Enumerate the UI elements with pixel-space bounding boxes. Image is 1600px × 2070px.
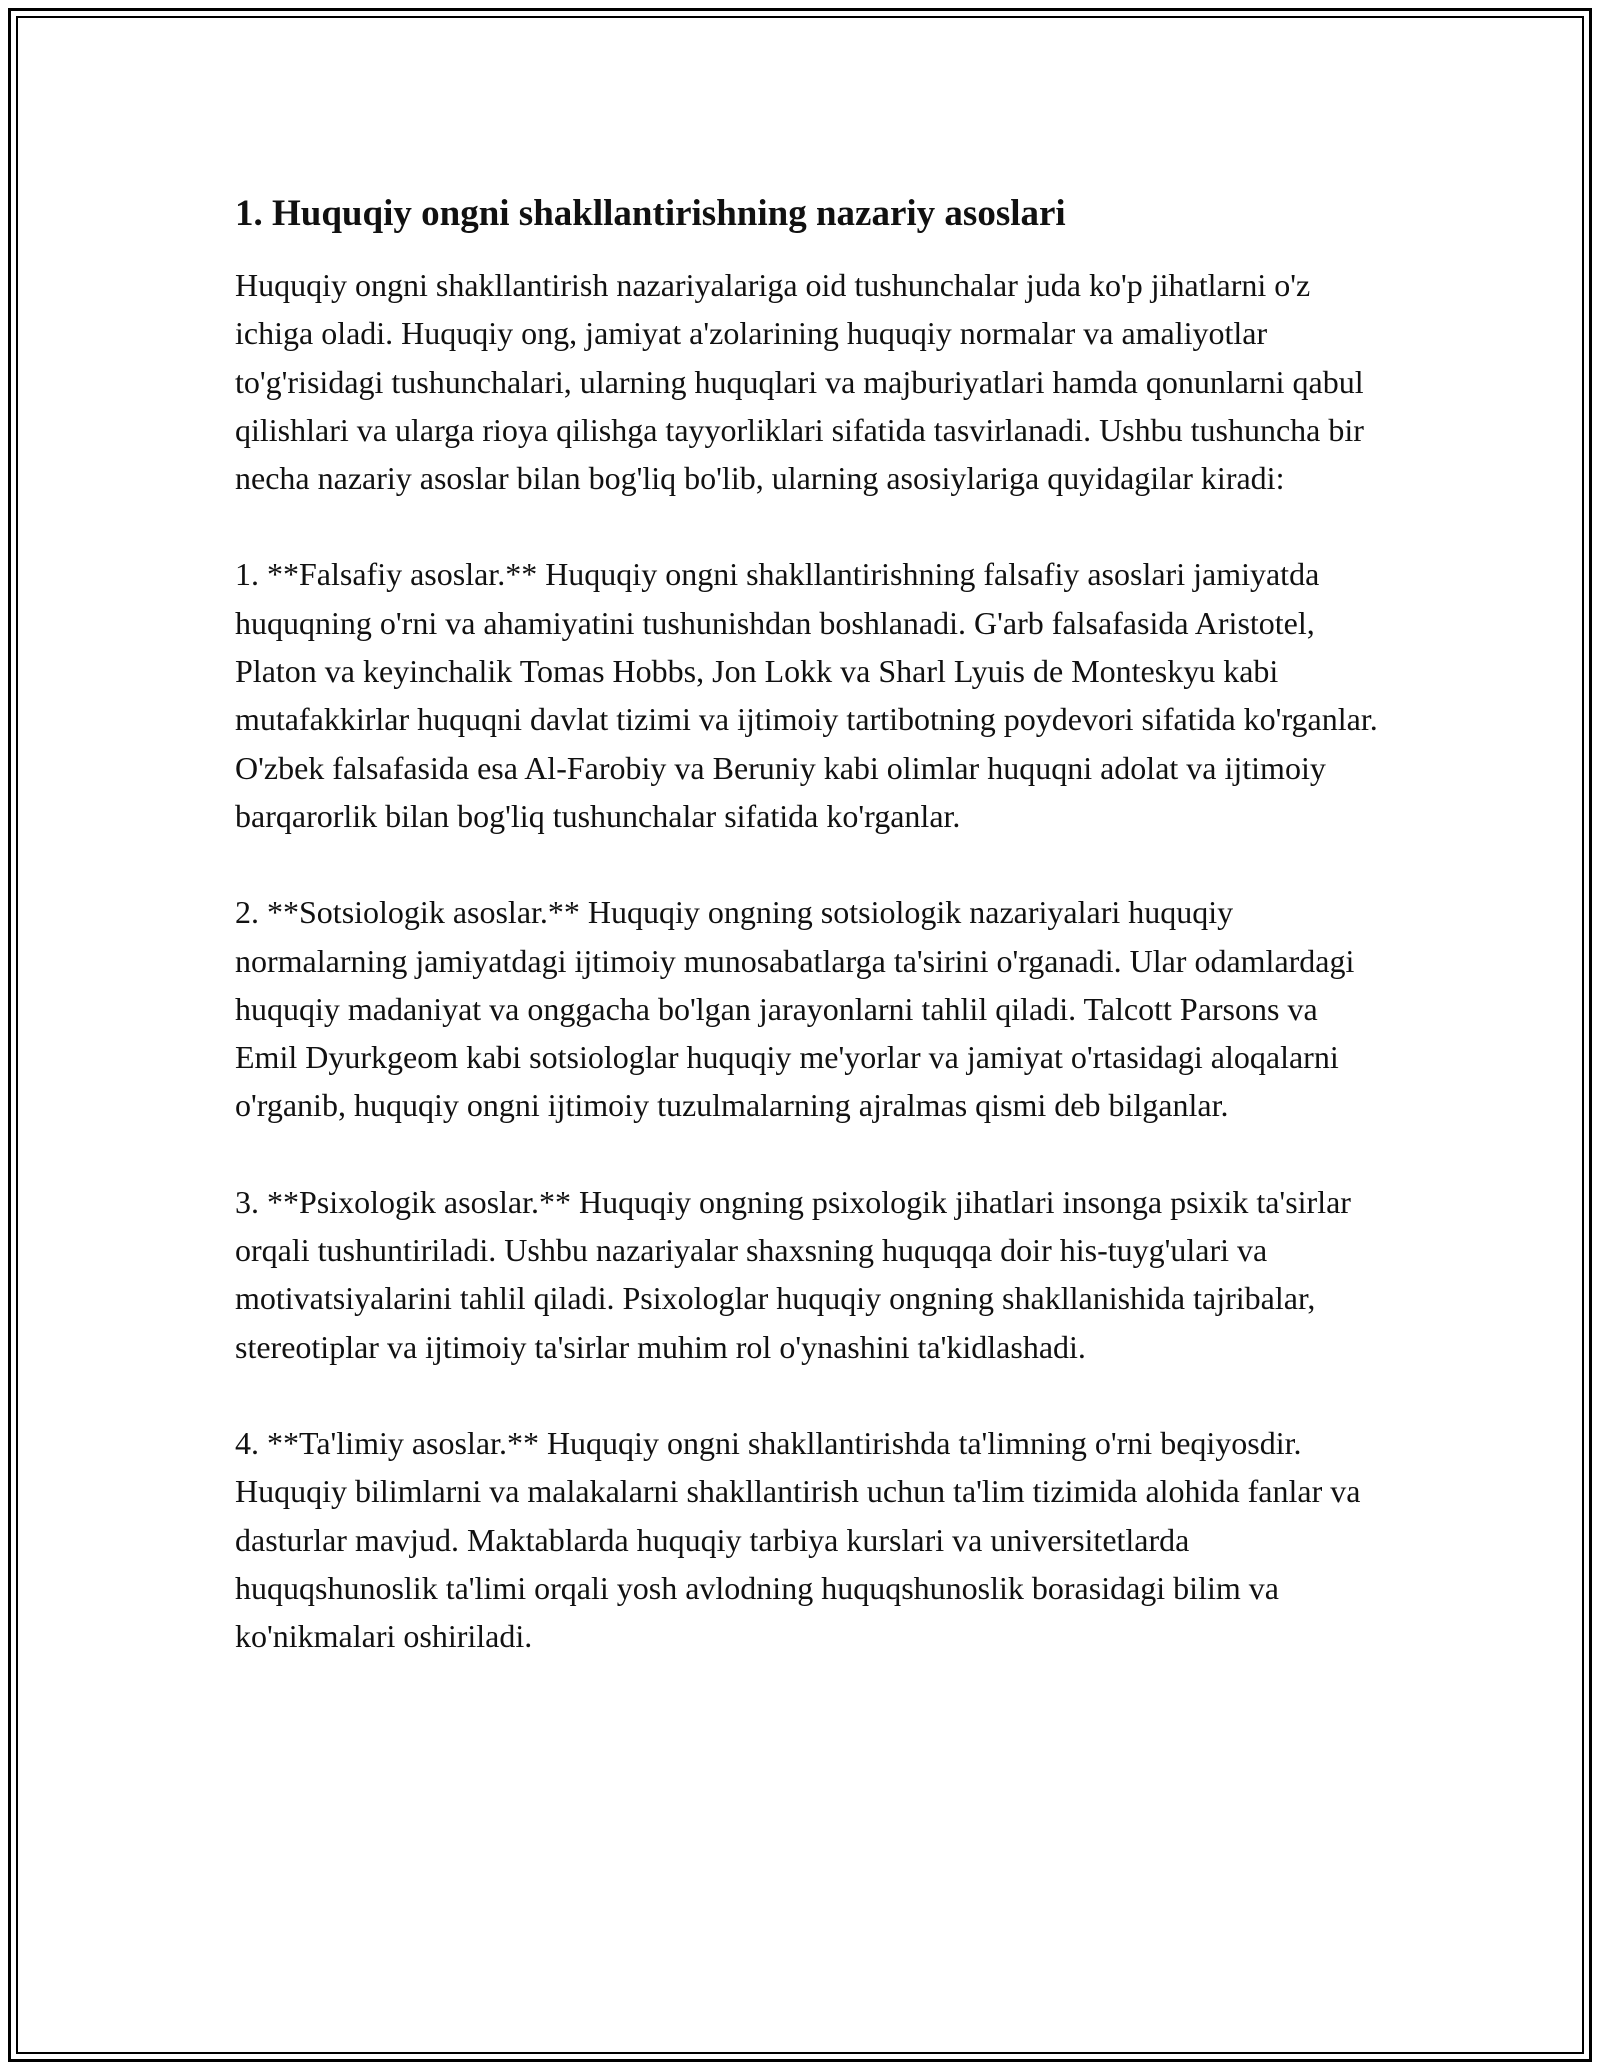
paragraph-educational-foundations: 4. **Ta'limiy asoslar.** Huquqiy ongni shakllantirishda ta'limning o'rni beqiyosdir. Huquqiy bilimlarni va malakalarni shakllantirish uchun ta'lim tizimida alohida fanlar va dasturlar mavjud. Maktablarda huquqiy tarbiya kurslari va universitetlarda huquqshunoslik ta'limi orqali yosh avlodning huquqshunoslik borasidagi bilim va ko'nikmalari oshiriladi. [235, 1424, 1361, 1655]
paragraph-psychological-foundations: 3. **Psixologik asoslar.** Huquqiy ongning psixologik jihatlari insonga psixik ta'sirlar orqali tushuntiriladi. Ushbu nazariyalar shaxsning huquqqa doir his-tuyg'ulari va motivatsiyalarini tahlil qiladi. Psixologlar huquqiy ongning shakllanishida tajribalar, stereotiplar va ijtimoiy ta'sirlar muhim rol o'ynashini ta'kidlashadi. [235, 1183, 1351, 1365]
intro-paragraph: Huquqiy ongni shakllantirish nazariyalariga oid tushunchalar juda ko'p jihatlarni o'z ichiga oladi. Huquqiy ong, jamiyat a'zolarining huquqiy normalar va amaliyotlar to'g'risidagi tushunchalari, ularning huquqlari va majburiyatlari hamda qonunlarni qabul qilishlari va ularga rioya qilishga tayyorliklari sifatida tasvirlanadi. Ushbu tushuncha bir necha nazariy asoslar bilan bog'liq bo'lib, ularning asosiylariga quyidagilar kiradi: [235, 267, 1364, 497]
paragraph-sociological-foundations: 2. **Sotsiologik asoslar.** Huquqiy ongning sotsiologik nazariyalari huquqiy normalarning jamiyatdagi ijtimoiy munosabatlarga ta'sirini o'rganadi. Ular odamlardagi huquqiy madaniyat va onggacha bo'lgan jarayonlarni tahlil qiladi. Talcott Parsons va Emil Dyurkgeom kabi sotsiologlar huquqiy me'yorlar va jamiyat o'rtasidagi aloqalarni o'rganib, huquqiy ongni ijtimoiy tuzulmalarning ajralmas qismi deb bilganlar. [235, 894, 1355, 1124]
section-heading: 1. Huquqiy ongni shakllantirishning nazariy asoslari [235, 193, 1066, 234]
document-body [235, 185, 1385, 1708]
paragraph-philosophical-foundations: 1. **Falsafiy asoslar.** Huquqiy ongni shakllantirishning falsafiy asoslari jamiyatda huquqning o'rni va ahamiyatini tushunishdan boshlanadi. G'arb falsafasida Aristotel, Platon va keyinchalik Tomas Hobbs, Jon Lokk va Sharl Lyuis de Monteskyu kabi mutafakkirlar huquqni davlat tizimi va ijtimoiy tartibotning poydevori sifatida ko'rganlar. O'zbek falsafasida esa Al-Farobiy va Beruniy kabi olimlar huquqni adolat va ijtimoiy barqarorlik bilan bog'liq tushunchalar sifatida ko'rganlar. [235, 556, 1378, 834]
